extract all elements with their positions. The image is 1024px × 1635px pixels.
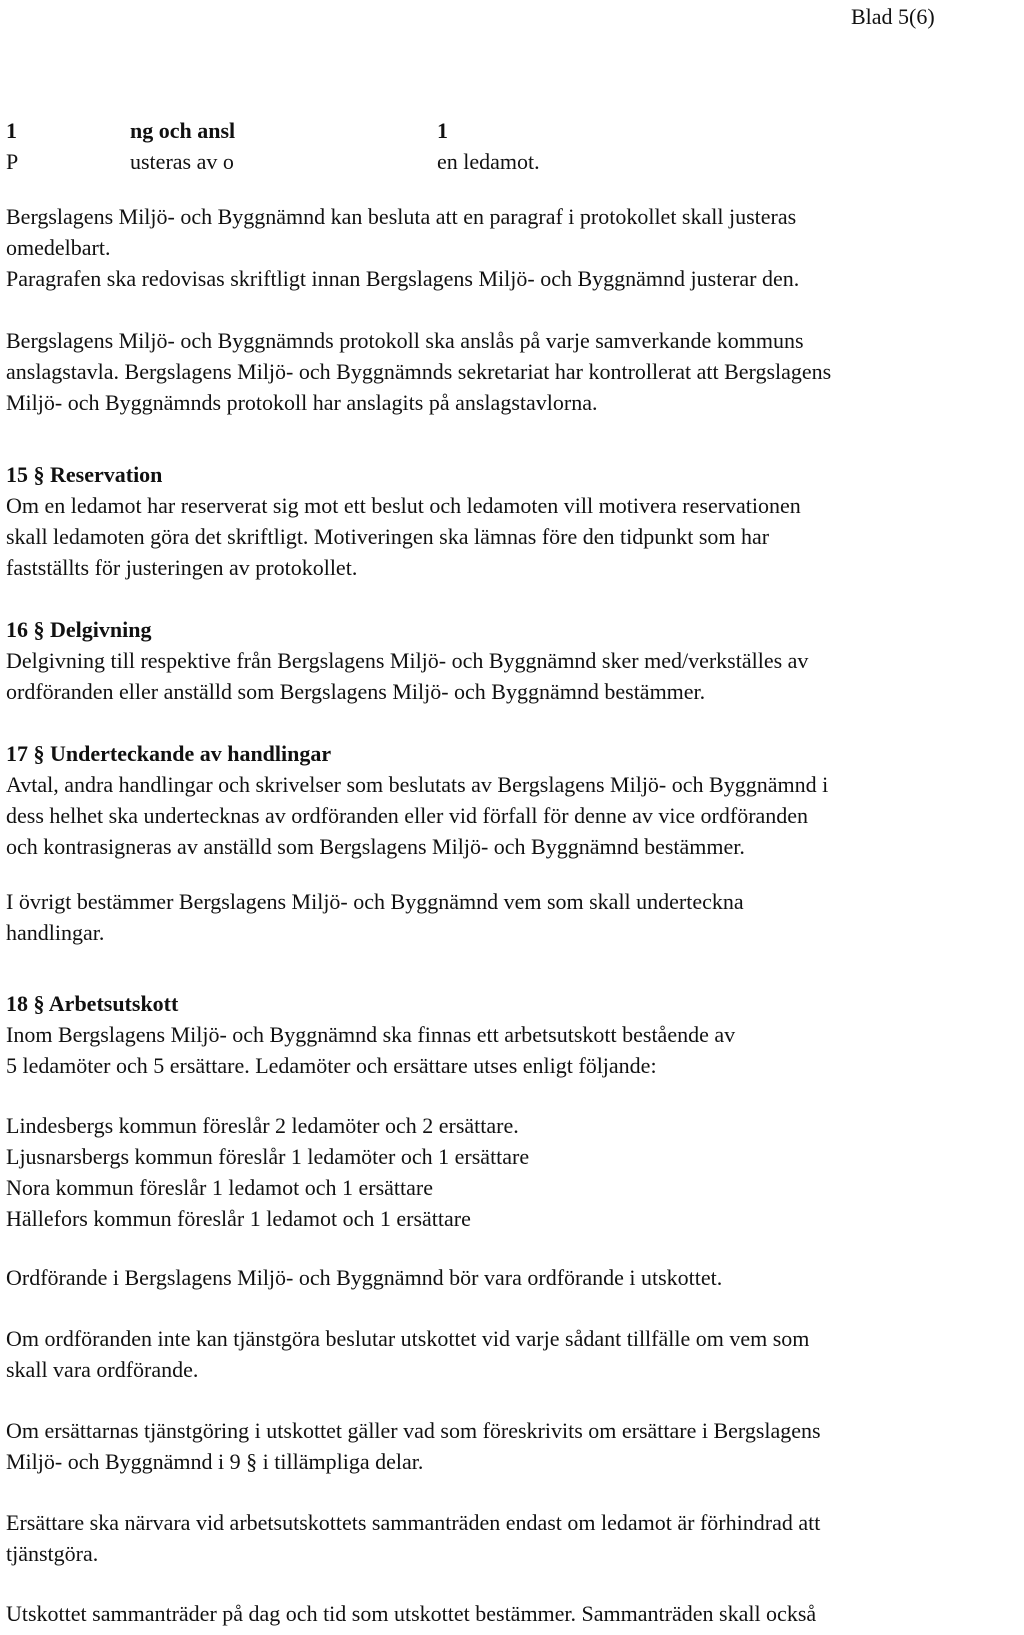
text-line: Bergslagens Miljö- och Byggnämnds protokoll ska anslås på varje samverkande kommuns bbox=[6, 328, 804, 353]
section-16-delgivning bbox=[6, 614, 1022, 707]
fragment-heading-a: 1 bbox=[6, 118, 17, 143]
list-item: Nora kommun föreslår 1 ledamot och 1 ersättare bbox=[6, 1175, 434, 1200]
text-line: Ordförande i Bergslagens Miljö- och Byggnämnd bör vara ordförande i utskottet. bbox=[6, 1265, 723, 1290]
text-line: Om ordföranden inte kan tjänstgöra beslutar utskottet vid varje sådant tillfälle om vem som bbox=[6, 1326, 810, 1351]
fragment-heading-b: ng och ansl bbox=[130, 118, 236, 143]
text-line: Om en ledamot har reserverat sig mot ett beslut och ledamoten vill motivera reservationen bbox=[6, 493, 801, 518]
list-item: Hällefors kommun föreslår 1 ledamot och 1 ersättare bbox=[6, 1206, 471, 1231]
text-line: Inom Bergslagens Miljö- och Byggnämnd ska finnas ett arbetsutskott bestående av bbox=[6, 1022, 736, 1047]
text-line: omedelbart. bbox=[6, 235, 111, 260]
text-line: I övrigt bestämmer Bergslagens Miljö- och Byggnämnd vem som skall underteckna bbox=[6, 889, 744, 914]
text-line: skall vara ordförande. bbox=[6, 1357, 199, 1382]
text-line: Paragrafen ska redovisas skriftligt innan Bergslagens Miljö- och Byggnämnd justerar den. bbox=[6, 266, 800, 291]
section-18-paragraph-3 bbox=[6, 1323, 1022, 1385]
section-18-paragraph-4 bbox=[6, 1415, 1022, 1477]
text-line: skall ledamoten göra det skriftligt. Motiveringen ska lämnas före den tidpunkt som har bbox=[6, 524, 770, 549]
fragment-line-c: en ledamot. bbox=[437, 149, 540, 174]
text-line: Ersättare ska närvara vid arbetsutskottets sammanträden endast om ledamot är förhindrad att bbox=[6, 1510, 821, 1535]
text-line: 5 ledamöter och 5 ersättare. Ledamöter och ersättare utses enligt följande: bbox=[6, 1053, 657, 1078]
text-line: Miljö- och Byggnämnds protokoll har anslagits på anslagstavlorna. bbox=[6, 390, 598, 415]
section-18-paragraph-2 bbox=[6, 1262, 1022, 1293]
text-line: dess helhet ska undertecknas av ordföranden eller vid förfall för denne av vice ordföranden bbox=[6, 803, 809, 828]
list-item: Lindesbergs kommun föreslår 2 ledamöter och 2 ersättare. bbox=[6, 1113, 519, 1138]
text-line: Delgivning till respektive från Bergslagens Miljö- och Byggnämnd sker med/verkställes av bbox=[6, 648, 809, 673]
section-heading: 16 § Delgivning bbox=[6, 617, 152, 642]
list-item: Ljusnarsbergs kommun föreslår 1 ledamöter och 1 ersättare bbox=[6, 1144, 530, 1169]
section-18-paragraph-5 bbox=[6, 1507, 1022, 1569]
text-line: handlingar. bbox=[6, 920, 105, 945]
page-number: Blad 5(6) bbox=[851, 4, 935, 29]
fragment-line-a: P bbox=[6, 149, 19, 174]
section-heading: 17 § Underteckande av handlingar bbox=[6, 741, 332, 766]
section-15-reservation bbox=[6, 459, 1022, 583]
section-17-underteckande bbox=[6, 738, 1022, 862]
justering-paragraph-1 bbox=[6, 201, 1022, 294]
section-heading: 18 § Arbetsutskott bbox=[6, 991, 179, 1016]
text-line: Utskottet sammanträder på dag och tid som utskottet bestämmer. Sammanträden skall också bbox=[6, 1601, 817, 1626]
fragment-line-b: usteras av o bbox=[130, 149, 234, 174]
text-line: Om ersättarnas tjänstgöring i utskottet gäller vad som föreskrivits om ersättare i Bergslagens bbox=[6, 1418, 821, 1443]
fragment-heading-c: 1 bbox=[437, 118, 448, 143]
text-line: anslagstavla. Bergslagens Miljö- och Byggnämnds sekretariat har kontrollerat att Bergslagens bbox=[6, 359, 832, 384]
section-17-paragraph-2 bbox=[6, 886, 1022, 948]
section-18-paragraph-6 bbox=[6, 1598, 1022, 1629]
member-list bbox=[6, 1110, 1022, 1234]
section-18-arbetsutskott bbox=[6, 988, 1022, 1081]
text-line: tjänstgöra. bbox=[6, 1541, 99, 1566]
section-heading: 15 § Reservation bbox=[6, 462, 163, 487]
text-line: och kontrasigneras av anställd som Bergslagens Miljö- och Byggnämnd bestämmer. bbox=[6, 834, 745, 859]
justering-paragraph-2 bbox=[6, 325, 1022, 418]
text-line: Avtal, andra handlingar och skrivelser som beslutats av Bergslagens Miljö- och Byggnämnd i bbox=[6, 772, 829, 797]
text-line: fastställts för justeringen av protokollet. bbox=[6, 555, 358, 580]
text-line: Bergslagens Miljö- och Byggnämnd kan besluta att en paragraf i protokollet skall justeras bbox=[6, 204, 797, 229]
text-line: Miljö- och Byggnämnd i 9 § i tillämpliga delar. bbox=[6, 1449, 424, 1474]
text-line: ordföranden eller anställd som Bergslagens Miljö- och Byggnämnd bestämmer. bbox=[6, 679, 706, 704]
